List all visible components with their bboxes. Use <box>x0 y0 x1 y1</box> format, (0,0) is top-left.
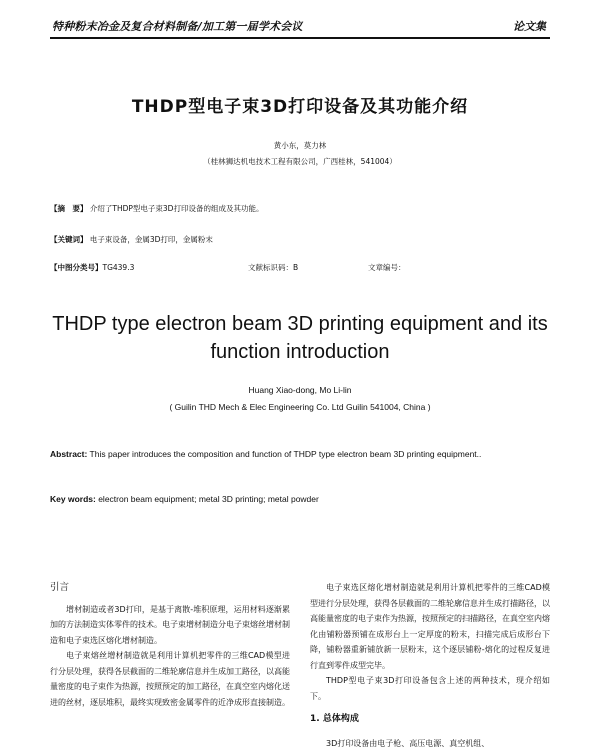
paragraph: 电子束熔丝增材制造就是利用计算机把零件的三维CAD模型进行分层处理，获得各层截面的二维轮廓信息并生成加工路径，以高能量密度的电子束作为热源，按照预定的加工路径，在真空室内熔化送进的丝材，逐层堆积，最终实现致密金属零件的近净成形直接制造。 <box>50 651 290 707</box>
article-no-label: 文章编号： <box>368 263 406 272</box>
keywords-english-label: Key words: <box>50 494 96 504</box>
doc-code-label: 文献标识码： <box>248 263 293 272</box>
header-rule <box>50 37 550 39</box>
abstract-english <box>50 447 552 461</box>
keywords-chinese-text: 电子束设备，金属3D打印，金属粉末 <box>89 235 213 244</box>
abstract-chinese-text: 介绍了THDP型电子束3D打印设备的组成及其功能。 <box>89 204 264 213</box>
paragraph: 增材制造或者3D打印，是基于离散-堆积原理，运用材料逐渐累加的方法制造实体零件的技术。电子束增材制造分电子束熔丝增材制造和电子束选区熔化增材制造。 <box>50 604 290 645</box>
authors-english: Huang Xiao-dong, Mo Li-lin <box>248 385 352 395</box>
paragraph: 电子束选区熔化增材制造就是利用计算机把零件的三维CAD模型进行分层处理，获得各层截面的二维轮廓信息并生成打描路径，以高能量密度的电子束作为热源，按照预定的扫描路径，在真空室内熔化由铺粉器预铺在成形台上一定厚度的粉末，扫描完成后成形台下降，铺粉器重新铺放新一层粉末，这个逐层铺粉-熔化的过程反复进行直到零件成型完毕。 <box>310 583 550 670</box>
section-heading-overview: 1. 总体构成 <box>310 714 359 724</box>
abstract-chinese <box>50 203 263 214</box>
authors-chinese: 黄小东，莫力林 <box>273 141 327 150</box>
affiliation-english: ( Guilin THD Mech & Elec Engineering Co. Ltd Guilin 541004, China ) <box>169 402 431 412</box>
doc-code-value: B <box>293 263 299 272</box>
abstract-english-label: Abstract: <box>50 449 88 459</box>
abstract-english-text: This paper introduces the composition and function of THDP type electron beam 3D printing equipment.. <box>89 449 482 459</box>
body-column-left <box>50 580 290 710</box>
doc-code-field <box>248 262 298 273</box>
body-column-right <box>310 580 550 751</box>
article-no-field <box>368 262 406 273</box>
abstract-chinese-label: 【摘 要】 <box>50 204 88 213</box>
keywords-english-text: electron beam equipment; metal 3D printing; metal powder <box>98 494 319 504</box>
clc-value: TG439.3 <box>102 263 135 272</box>
clc-field <box>50 262 134 273</box>
clc-label: 【中图分类号】 <box>50 263 103 272</box>
title-chinese: THDP型电子束3D打印设备及其功能介绍 <box>131 97 469 117</box>
keywords-chinese-label: 【关键词】 <box>50 235 88 244</box>
paragraph: THDP型电子束3D打印设备包含上述的两种技术，现介绍如下。 <box>310 676 550 701</box>
paragraph: 3D打印设备由电子枪、高压电源、真空机组、 <box>326 738 490 748</box>
keywords-english <box>50 494 552 504</box>
section-heading-intro: 引言 <box>50 582 70 593</box>
section-label: 论文集 <box>513 20 546 33</box>
affiliation-chinese: （桂林狮达机电技术工程有限公司，广西桂林，541004） <box>203 157 397 166</box>
classification-row <box>50 262 550 274</box>
title-english: THDP type electron beam 3D printing equipment and its function introduction <box>52 313 548 363</box>
keywords-chinese <box>50 234 213 245</box>
journal-title: 特种粉末冶金及复合材料制备/加工第一届学术会议 <box>52 20 303 33</box>
